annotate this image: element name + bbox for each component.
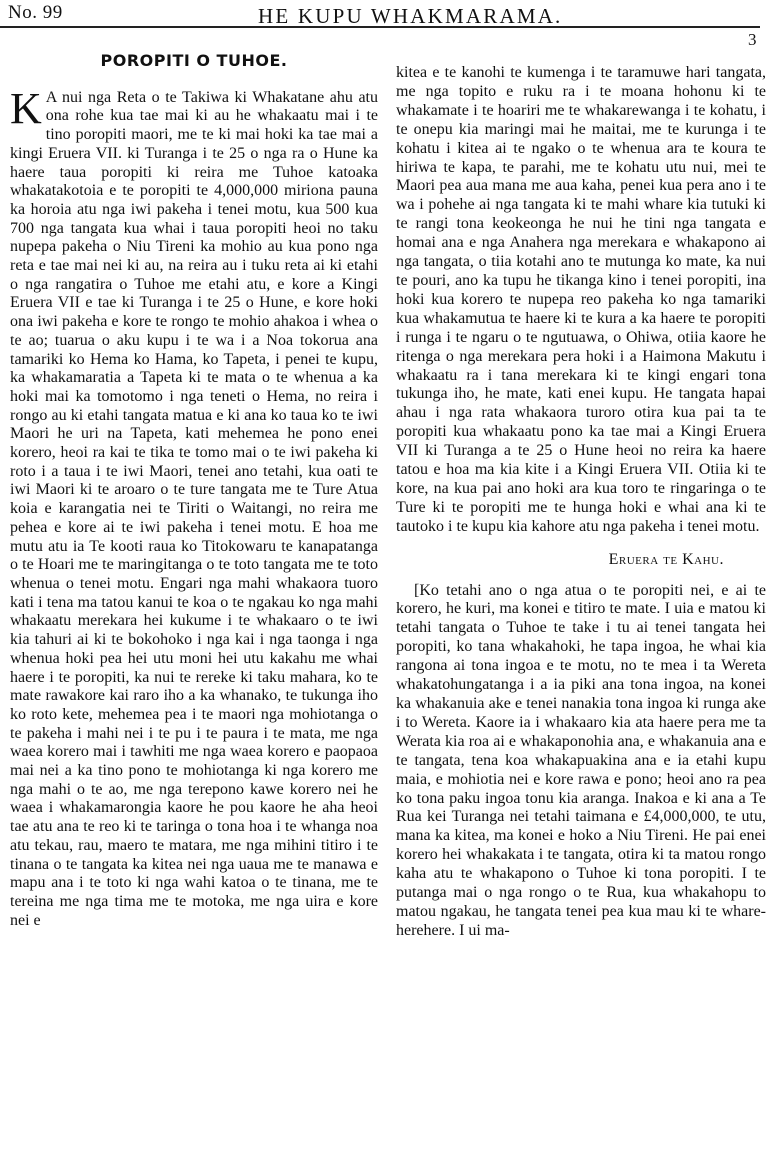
article-title: POROPITI O TUHOE.	[100, 51, 288, 70]
article-body-part-2: kitea e te kanohi te kumenga i te taramuwe hari tangata, me nga topito e ruku ra i te moana hohonu ki te whakamate i te hoariri me te whakarewanga i te kohatu, i te onepu kia maringi mai he maitai, me te kurunga i te kohatu i kitea ai te ngako o te whenua ara te koura te hiriwa te kapa, te parahi, me te kohatu utu nui, mei te Maori pea aua mana me aua kaha, penei kua pera ano i te wa i pohehe ai nga tangata ki te mahi whare kia tutuki ki te rangi tona keokeonga he nui he tini nga tangata e homai ana e nga Anahera nga merekara e whakapono ai nga tangata, o tiia kotahi ano te mutunga ko mate, ka nui te pouri, ano ka tupu he tikanga kino i tenei poropiti, ina hoki kua korero te nupepa reo pakeha ko nga tamariki kua whakamutua te haere ki te kura a ka haere te poropiti i runga i te ngaru o te ngutuawa, o Ohiwa, otiia kaore he ritenga o nga merekara pera hoki i a Haimona Makutu i whakaatu ra i tana merekara ki te kingi engari tona tukunga iho, he mate, kati enei kupu. He tangata hapai ahau i nga rata whakaora turoro otira kua pai ta te poropiti kua whakaatu pono ka tae mai a Kingi Eruera VII ki Turanga a te 25 o Hune heoi no reira ka haere tatou e hoa ma kia kite i a Kingi Eruera VII. Otiia ki te kore, na kua pai ano hoki ara kua toro te ringaringa o te Ture ki te poropiti me te hunga hoki e whai ana ki te tautoko i te kupu kia kahore atu nga pakeha i tenei motu.	[396, 64, 766, 535]
page-header	[0, 0, 780, 49]
right-column	[396, 64, 766, 941]
editorial-reply: [Ko tetahi ano o nga atua o te poropiti nei, e ai te korero, he kuri, ma konei e titiro te mate. I uia e matou ki tetahi tangata o Tuhoe te take i tu ai tenei tangata hei poropiti, ko tana whakahoki, he tapa ingoa, he whai kia rangona ai tona ingoa e te motu, no te mea i ta Wereta whakatohungatanga i a ia piki ana tona ingoa, na konei ka whakanuia ake e tenei nanakia tona ingoa ki runga ake i to Wereta. Kaore ia i whakaaro kia ata haere pera me ta Werata kia roa ai e whakaponohia ana, e whakanuia ana e te tangata, tena koa whakapuakina ana e ia etahi kupu maia, e mohiotia nei e kore rawa e pono; heoi ano ra pea ko tona paku ingoa tonu kia aranga. Inakoa e ki ana a Te Rua kei Turanga nei tetahi taimana e £4,000,000, te utu, mana ka kitea, ma konei e hoko a Niu Tireni. He pai enei korero hei whakakata i te tangata, otira ki ta matou rongo kaha atu te whakapono o Tuhoe ki tona poropiti. I te putanga mai o nga rongo o te Rua, kua whakahopu to matou ngakau, he tangata tenei pea kua mau ki te whare-herehere. I ui ma-	[396, 581, 766, 939]
left-column	[10, 52, 378, 930]
article-body-part-1	[10, 83, 378, 931]
header-rule	[0, 26, 760, 28]
drop-cap: K	[10, 83, 42, 133]
article-text-left: A nui nga Reta o te Takiwa ki Whakatane ahu atu ona rohe kua tae mai ki au he whakaatu mai i te tino poropiti maori, me te ki mai hoki ka tae mai a kingi Eruera VII. ki Turanga i te 25 o nga ra o Hune ka haere taua poropiti ki reira me Tuhoe katoaka whakatakotoia e te poropiti te 4,000,000 miriona pauna ka horoia atu nga iwi pakeha i tenei motu, kua 500 kua 700 nga tangata kua whai i taua poropiti heoi no taku nupepa pakeha o Niu Tireni ka mohio au kua pono nga reta e tae mai nei ki au, na reira au i tuku reta ai ki etahi o nga rangatira o Tuhoe me etahi atu, e kore a Kingi Eruera VII e tae ki Turanga i te 25 o Hune, e kore hoki ona iwi pakeha e kore te rongo te mohio ahakoa i whea o te ao; tuarua o aku kupu i te wa i a Noa tokorua ana tamariki ko Hema ko Hama, ko Tapeta, i penei te kupu, ka whakamaratia a Tapeta ki te mata o te whenua a ka hoki mai ka tomotomo i nga teneti o Hema, no reira i rongo au ki etahi tangata matua e ki ana ko taua ko te iwi Maori he uri na Tapeta, kati mehemea he pono enei korero, heoi ra kai te tika te tomo mai o te iwi pakeha ki roto i a taua i te iwi Maori, tenei ano tetahi, kua oati te iwi Maori ki te aroaro o te ture tangata me te Ture Atua koia e karangatia nei te Tiriti o Waitangi, no reira me pehea e kore ai te iwi pakeha i tenei motu. E hoa me mutu atu ia Te kooti raua ko Titokowaru te kanapatanga o te Hoari me te maringitanga o te toto tangata me te toto whenua o tenei motu. Engari nga mahi whakaora tuoro kati i tena ma tatou kanui te koa o te ngakau ko nga mahi whakaatu merekara hei kukume i te whakaaro o te iwi kia tahuri ai ki te bokohoko i nga kai i nga taonga i nga whenua hoki pea hei utu moni hei utu kakahu me whai haere i te poropiti, ka nui te rereke ki taku mahara, ko te mate rawakore kai raro iho a ka whanako, te tukunga iho ko roto kete, mehemea pea i te maori nga mohiotanga o te pakeha i mahi nei i te pu i te paura i te mata, me nga waea korero mai i tawhiti me nga waea korero e paopaoa mai nei a ka tino pono te mohiotanga ki nga korero me nga mahi o te ao, me nga terepono kawe korero nei he waea i whakamarongia kaore he pou kaore he aha heoi tae atu ana te reo ki te taringa o tona hoa i te whanga noa atu tekau, rau, maero te matara, me nga mihini titiro i te tinana o te tangata ka kitea nei nga uaua me te manawa e mapu ana i te toto ki nga wahi katoa o te tinana, me te tereina me nga tima me te motoka, me nga uira e kore nei e	[10, 88, 378, 929]
issue-number: No. 99	[8, 2, 63, 23]
author-signature: Eruera te Kahu.	[608, 550, 724, 568]
masthead-title: HE KUPU WHAKMARAMA.	[258, 4, 563, 28]
page-number: 3	[748, 30, 757, 49]
